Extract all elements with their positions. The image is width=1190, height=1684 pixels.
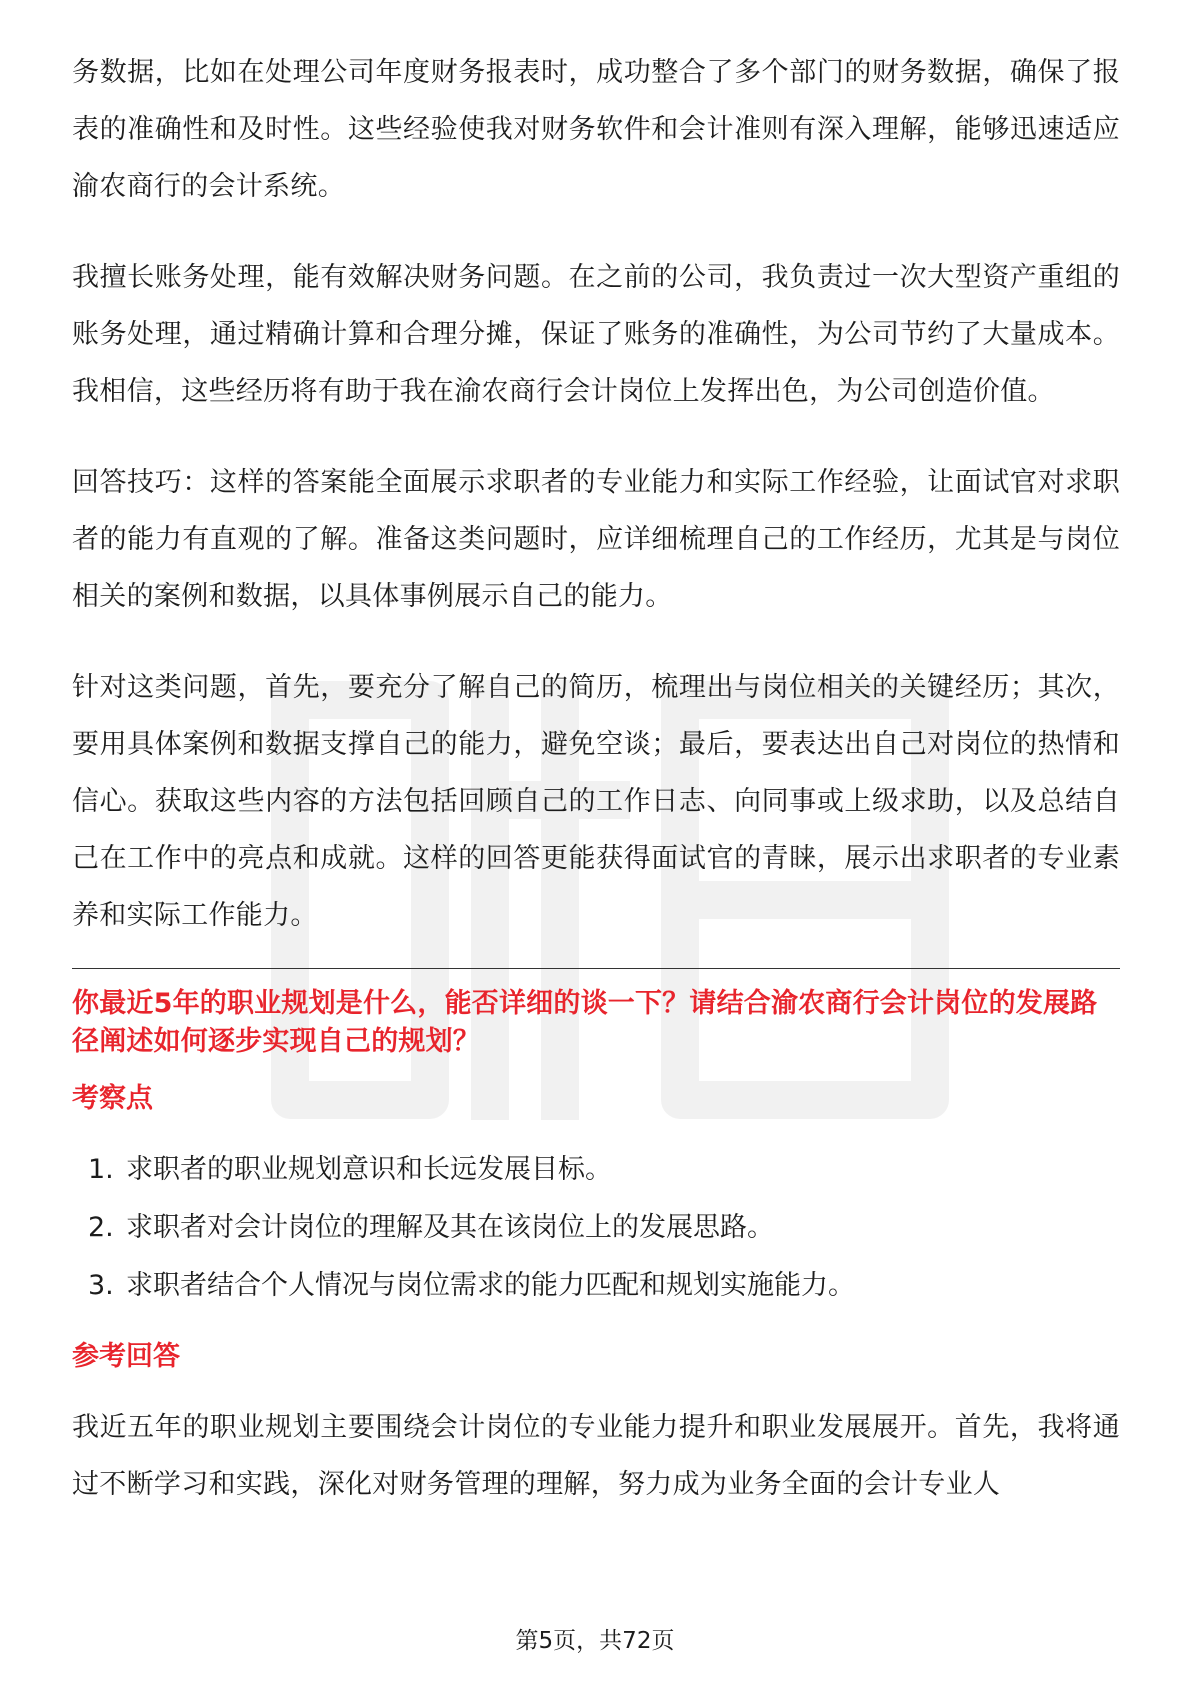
paragraph-approach: 针对这类问题，首先，要充分了解自己的简历，梳理出与岗位相关的关键经历；其次，要用具体案例和数据支撑自己的能力，避免空谈；最后，要表达出自己对岗位的热情和信心。获取这些内容的方法包括回顾自己的工作日志、向同事或上级求助，以及总结自己在工作中的亮点和成就。这样的回答更能获得面试官的青睐，展示出求职者的专业素养和实际工作能力。 <box>72 672 1120 931</box>
paragraph-answer-tips: 回答技巧：这样的答案能全面展示求职者的专业能力和实际工作经验，让面试官对求职者的能力有直观的了解。准备这类问题时，应详细梳理自己的工作经历，尤其是与岗位相关的案例和数据，以具体事例展示自己的能力。 <box>72 467 1120 612</box>
list-item <box>72 1141 1120 1199</box>
list-item <box>72 1257 1120 1315</box>
list-item-number: 2. <box>88 1212 114 1243</box>
page-footer: 第5页，共72页 <box>515 1628 675 1654</box>
paragraph-reference-answer: 我近五年的职业规划主要围绕会计岗位的专业能力提升和职业发展展开。首先，我将通过不断学习和实践，深化对财务管理的理解，努力成为业务全面的会计专业人 <box>72 1412 1120 1500</box>
list-item-text: 求职者结合个人情况与岗位需求的能力匹配和规划实施能力。 <box>126 1270 855 1301</box>
list-item-text: 求职者的职业规划意识和长远发展目标。 <box>126 1154 612 1185</box>
content-area <box>72 44 1120 1547</box>
list-item <box>72 1199 1120 1257</box>
paragraph-account-processing: 我擅长账务处理，能有效解决财务问题。在之前的公司，我负责过一次大型资产重组的账务处理，通过精确计算和合理分摊，保证了账务的准确性，为公司节约了大量成本。我相信，这些经历将有助于我在渝农商行会计岗位上发挥出色，为公司创造价值。 <box>72 262 1120 407</box>
exam-points-heading: 考察点 <box>72 1083 153 1114</box>
question-heading: 你最近5年的职业规划是什么，能否详细的谈一下？请结合渝农商行会计岗位的发展路径阐述如何逐步实现自己的规划？ <box>72 988 1098 1057</box>
list-item-number: 3. <box>88 1270 114 1301</box>
section-divider <box>72 968 1120 969</box>
paragraph-intro-continued: 务数据，比如在处理公司年度财务报表时，成功整合了多个部门的财务数据，确保了报表的准确性和及时性。这些经验使我对财务软件和会计准则有深入理解，能够迅速适应渝农商行的会计系统。 <box>72 57 1120 202</box>
answer-heading: 参考回答 <box>72 1341 180 1372</box>
list-item-number: 1. <box>88 1154 114 1185</box>
exam-points-list <box>72 1141 1120 1315</box>
list-item-text: 求职者对会计岗位的理解及其在该岗位上的发展思路。 <box>126 1212 774 1243</box>
